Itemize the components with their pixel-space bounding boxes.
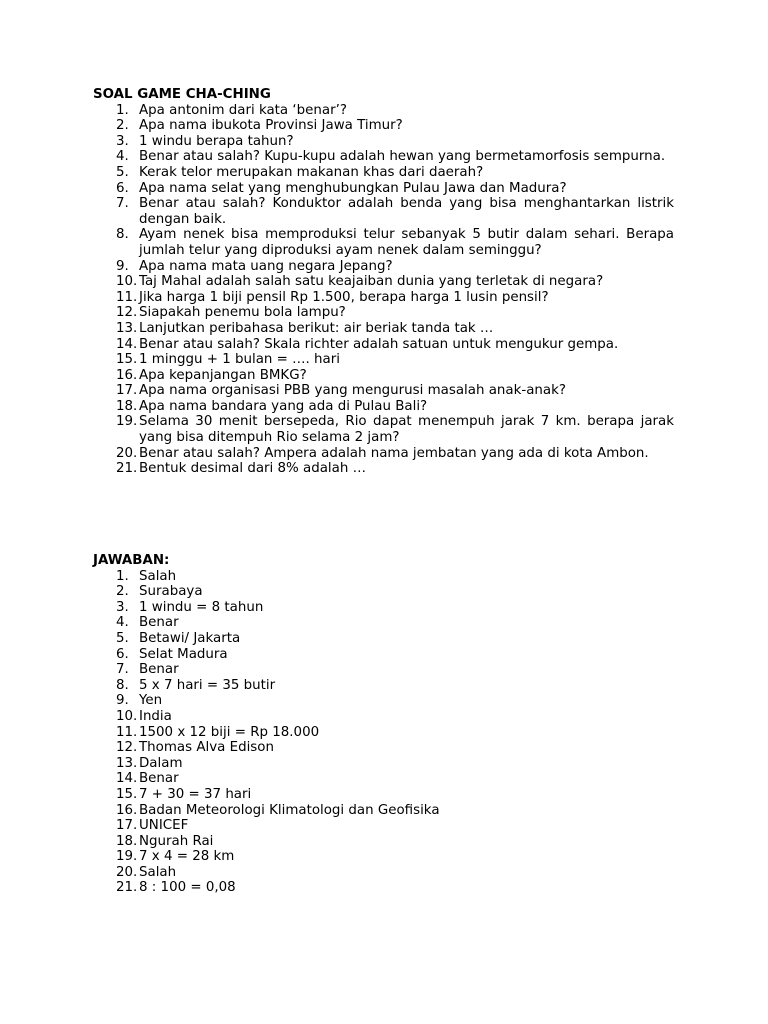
answer-item-text: Benar <box>139 662 179 678</box>
question-item-text: Jika harga 1 biji pensil Rp 1.500, berapa harga 1 lusin pensil? <box>139 289 549 305</box>
answer-item-number: 17. <box>116 818 138 834</box>
answer-item-text: Salah <box>139 568 177 584</box>
question-item-number: 2. <box>116 118 129 134</box>
question-item-text: Bentuk desimal dari 8% adalah … <box>139 461 366 477</box>
answer-item-number: 15. <box>116 786 138 802</box>
question-item-number: 6. <box>116 180 129 196</box>
answer-item-number: 1. <box>116 568 129 584</box>
answer-item-text: 8 : 100 = 0,08 <box>139 880 236 896</box>
question-item-text: Apa antonim dari kata ‘benar’? <box>139 102 347 118</box>
answer-item-text: Salah <box>139 864 177 880</box>
question-item <box>93 414 674 445</box>
question-item <box>93 196 674 227</box>
answer-item <box>93 693 674 709</box>
answer-item-number: 5. <box>116 630 129 646</box>
question-item-number: 18. <box>116 398 138 414</box>
question-item-text: Taj Mahal adalah salah satu keajaiban dunia yang terletak di negara? <box>139 274 604 290</box>
question-item <box>93 399 674 415</box>
answer-item-text: Benar <box>139 615 179 631</box>
answer-item-text: 1500 x 12 biji = Rp 18.000 <box>139 724 320 740</box>
question-item-number: 19. <box>116 414 138 430</box>
question-item-text: Benar atau salah? Ampera adalah nama jembatan yang ada di kota Ambon. <box>139 445 649 461</box>
answer-item <box>93 756 674 772</box>
answer-item-text: Yen <box>139 693 163 709</box>
question-item <box>93 461 674 477</box>
answer-item <box>93 725 674 741</box>
answer-item <box>93 709 674 725</box>
question-item <box>93 134 674 150</box>
answer-item-text: 7 + 30 = 37 hari <box>139 786 252 802</box>
question-item-text: Apa kepanjangan BMKG? <box>139 367 307 383</box>
question-item-text: Apa nama bandara yang ada di Pulau Bali? <box>139 398 428 414</box>
answer-item <box>93 787 674 803</box>
answer-item-text: Benar <box>139 771 179 787</box>
question-item <box>93 165 674 181</box>
answer-item <box>93 600 674 616</box>
question-item-number: 20. <box>116 445 138 461</box>
question-item <box>93 290 674 306</box>
question-item-number: 8. <box>116 227 129 243</box>
answer-item <box>93 803 674 819</box>
question-item <box>93 305 674 321</box>
question-item <box>93 118 674 134</box>
question-item <box>93 259 674 275</box>
questions-section <box>93 87 674 477</box>
answer-item-text: Surabaya <box>139 584 203 600</box>
question-item-text: Apa nama organisasi PBB yang mengurusi masalah anak-anak? <box>139 383 566 399</box>
answer-item-text: 7 x 4 = 28 km <box>139 849 235 865</box>
answer-item <box>93 615 674 631</box>
question-item-number: 16. <box>116 367 138 383</box>
question-item <box>93 321 674 337</box>
question-item-text: Benar atau salah? Kupu-kupu adalah hewan yang bermetamorfosis sempurna. <box>139 149 666 165</box>
question-item-number: 12. <box>116 305 138 321</box>
answers-section <box>93 553 674 896</box>
question-item <box>93 103 674 119</box>
answer-item <box>93 569 674 585</box>
answer-item-text: Ngurah Rai <box>139 833 214 849</box>
question-item-number: 10. <box>116 274 138 290</box>
question-item-number: 13. <box>116 320 138 336</box>
answer-item-text: 5 x 7 hari = 35 butir <box>139 677 276 693</box>
answer-item <box>93 662 674 678</box>
answer-item-number: 19. <box>116 849 138 865</box>
question-item <box>93 337 674 353</box>
question-item <box>93 368 674 384</box>
answer-item <box>93 584 674 600</box>
answer-item <box>93 834 674 850</box>
question-item-text: Benar atau salah? Skala richter adalah satuan untuk mengukur gempa. <box>139 336 619 352</box>
answer-item-number: 10. <box>116 708 138 724</box>
answer-item <box>93 771 674 787</box>
answer-item-number: 18. <box>116 833 138 849</box>
answer-item-text: Selat Madura <box>139 646 228 662</box>
answer-item-text: Thomas Alva Edison <box>139 740 274 756</box>
question-item-text: 1 windu berapa tahun? <box>139 133 294 149</box>
answer-item-number: 21. <box>116 880 138 896</box>
question-item-text: Benar atau salah? Konduktor adalah benda yang bisa menghantarkan listrik dengan baik. <box>139 196 674 227</box>
answer-item-number: 8. <box>116 677 129 693</box>
answer-item <box>93 631 674 647</box>
answer-item-number: 12. <box>116 740 138 756</box>
question-item <box>93 274 674 290</box>
question-item-number: 21. <box>116 461 138 477</box>
answer-item <box>93 880 674 896</box>
question-item-number: 11. <box>116 289 138 305</box>
question-item-text: 1 minggu + 1 bulan = …. hari <box>139 352 340 368</box>
question-item <box>93 446 674 462</box>
answer-item <box>93 849 674 865</box>
answer-item-text: Betawi/ Jakarta <box>139 630 241 646</box>
question-item-text: Apa nama selat yang menghubungkan Pulau Jawa dan Madura? <box>139 180 567 196</box>
answer-item-number: 4. <box>116 615 129 631</box>
answer-item <box>93 740 674 756</box>
answer-item-number: 13. <box>116 755 138 771</box>
answer-item-number: 20. <box>116 864 138 880</box>
questions-list <box>93 103 674 477</box>
question-item-text: Siapakah penemu bola lampu? <box>139 305 346 321</box>
answer-item <box>93 818 674 834</box>
question-item-text: Lanjutkan peribahasa berikut: air beriak tanda tak … <box>139 320 494 336</box>
answer-item-number: 6. <box>116 646 129 662</box>
answer-item <box>93 678 674 694</box>
answer-item-number: 3. <box>116 599 129 615</box>
question-item-number: 4. <box>116 149 129 165</box>
answer-item-number: 14. <box>116 771 138 787</box>
question-item-number: 1. <box>116 102 129 118</box>
question-item <box>93 149 674 165</box>
answer-item-number: 2. <box>116 584 129 600</box>
answers-list <box>93 569 674 896</box>
question-item <box>93 352 674 368</box>
answer-item-number: 9. <box>116 693 129 709</box>
question-item-number: 14. <box>116 336 138 352</box>
answer-item-number: 7. <box>116 662 129 678</box>
question-item-text: Apa nama ibukota Provinsi Jawa Timur? <box>139 118 403 134</box>
question-item <box>93 181 674 197</box>
questions-heading: SOAL GAME CHA-CHING <box>93 87 271 102</box>
answer-item-text: Badan Meteorologi Klimatologi dan Geofisika <box>139 802 440 818</box>
answer-item-text: Dalam <box>139 755 183 771</box>
answer-item-text: UNICEF <box>139 818 189 834</box>
question-item <box>93 383 674 399</box>
question-item-number: 15. <box>116 352 138 368</box>
answer-item <box>93 865 674 881</box>
question-item-text: Ayam nenek bisa memproduksi telur sebanyak 5 butir dalam sehari. Berapa jumlah telur yang diproduksi ayam nenek dalam seminggu? <box>139 227 674 258</box>
answer-item-text: India <box>139 708 172 724</box>
question-item-text: Apa nama mata uang negara Jepang? <box>139 258 393 274</box>
question-item-text: Selama 30 menit bersepeda, Rio dapat menempuh jarak 7 km. berapa jarak yang bisa ditempuh Rio selama 2 jam? <box>139 414 674 446</box>
answer-item <box>93 647 674 663</box>
answer-item-number: 11. <box>116 724 138 740</box>
question-item-number: 3. <box>116 133 129 149</box>
question-item-number: 9. <box>116 258 129 274</box>
question-item-text: Kerak telor merupakan makanan khas dari daerah? <box>139 164 484 180</box>
question-item <box>93 227 674 258</box>
answer-item-number: 16. <box>116 802 138 818</box>
question-item-number: 7. <box>116 196 129 212</box>
question-item-number: 5. <box>116 164 129 180</box>
question-item-number: 17. <box>116 383 138 399</box>
answers-heading: JAWABAN: <box>93 553 170 568</box>
answer-item-text: 1 windu = 8 tahun <box>139 599 264 615</box>
